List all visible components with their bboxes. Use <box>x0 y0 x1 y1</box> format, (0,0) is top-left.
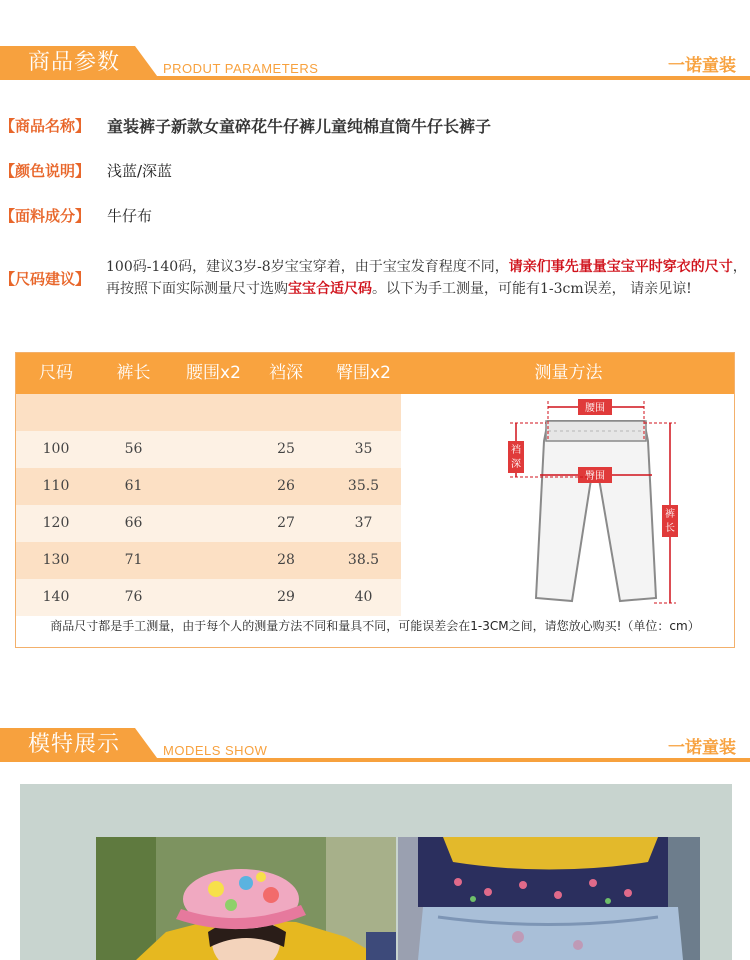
brand-name: 一诺童装 <box>668 738 736 758</box>
cell-length: 61 <box>124 478 143 494</box>
size-advice-part3: 。以下为手工测量，可能有1-3cm误差， 请亲见谅! <box>372 281 692 297</box>
table-row <box>16 542 401 579</box>
size-advice-text <box>106 256 750 300</box>
cell-waist <box>171 542 256 579</box>
model-photo-right-image <box>398 837 700 960</box>
size-advice-part1: 100码-140码，建议3岁-8岁宝宝穿着，由于宝宝发育程度不同， <box>106 259 509 275</box>
table-row <box>16 431 401 468</box>
cell-rise: 26 <box>277 478 295 494</box>
header-size: 尺码 <box>39 363 73 383</box>
table-row <box>16 505 401 542</box>
cell-rise: 29 <box>277 589 295 605</box>
size-advice-part2: ，再按照下面实际测量尺寸选购 <box>106 259 747 297</box>
cell-waist <box>171 468 256 505</box>
models-section-subtitle: MODELS SHOW <box>163 743 268 758</box>
cell-waist <box>171 579 256 616</box>
pants-measurement-diagram <box>488 393 693 615</box>
cell-rise: 27 <box>277 515 295 531</box>
cell-length: 66 <box>124 515 143 531</box>
product-name-label: 【商品名称】 <box>0 117 91 135</box>
cell-hip: 40 <box>354 589 373 605</box>
diagram-label-rise-1: 裆 <box>511 445 521 456</box>
cell-size: 120 <box>42 515 70 531</box>
cell-length: 71 <box>124 552 143 568</box>
cell-size: 110 <box>42 478 70 494</box>
models-section-title: 模特展示 <box>28 732 121 757</box>
cell-size: 130 <box>42 552 70 568</box>
params-section-header <box>0 40 750 80</box>
fabric-label: 【面料成分】 <box>0 207 91 225</box>
brand-name: 一诺童装 <box>668 56 736 76</box>
cell-hip: 35.5 <box>347 478 380 494</box>
size-table-footnote: 商品尺寸都是手工测量，由于每个人的测量方法不同和量具不同，可能误差会在1-3CM之间，请您放心购买!（单位：cm） <box>50 619 700 633</box>
model-photo-right <box>398 837 700 960</box>
models-section-header <box>0 722 750 762</box>
size-advice-highlight1: 请亲们事先量量宝宝平时穿衣的尺寸 <box>508 259 733 275</box>
product-name-value: 童装裤子新款女童碎花牛仔裤儿童纯棉直筒牛仔长裤子 <box>107 117 492 136</box>
cell-length: 56 <box>124 441 143 457</box>
cell-length: 76 <box>124 589 143 605</box>
size-advice-highlight2: 宝宝合适尺码 <box>288 281 372 297</box>
diagram-label-length-2: 长 <box>665 523 675 534</box>
table-row <box>16 468 401 505</box>
cell-rise: 25 <box>277 441 295 457</box>
cell-size: 100 <box>42 441 70 457</box>
header-hip: 臀围x2 <box>336 363 391 383</box>
diagram-label-rise-2: 深 <box>511 459 521 470</box>
color-label: 【颜色说明】 <box>0 162 91 180</box>
params-section-subtitle: PRODUT PARAMETERS <box>163 61 319 76</box>
fabric-value: 牛仔布 <box>107 207 153 225</box>
table-row-blank <box>16 394 401 431</box>
header-rise: 裆深 <box>269 363 303 383</box>
color-value: 浅蓝/深蓝 <box>107 162 173 180</box>
header-length: 裤长 <box>116 363 151 383</box>
cell-hip: 37 <box>354 515 373 531</box>
diagram-label-hip: 臀围 <box>585 471 605 482</box>
cell-hip: 35 <box>354 441 373 457</box>
size-table <box>15 352 735 648</box>
size-advice-label: 【尺码建议】 <box>0 270 91 288</box>
header-method: 测量方法 <box>534 363 603 383</box>
cell-rise: 28 <box>277 552 295 568</box>
model-photo-left-image <box>96 837 396 960</box>
params-section-title: 商品参数 <box>28 50 121 75</box>
diagram-label-length-1: 裤 <box>665 509 675 520</box>
cell-hip: 38.5 <box>347 552 380 568</box>
header-waist: 腰围x2 <box>186 363 241 383</box>
size-table-header <box>16 353 734 394</box>
model-photo-left <box>96 837 396 960</box>
table-row <box>16 579 401 616</box>
cell-size: 140 <box>42 589 70 605</box>
cell-waist <box>171 431 256 468</box>
cell-waist <box>171 505 256 542</box>
diagram-label-waist: 腰围 <box>585 403 605 414</box>
